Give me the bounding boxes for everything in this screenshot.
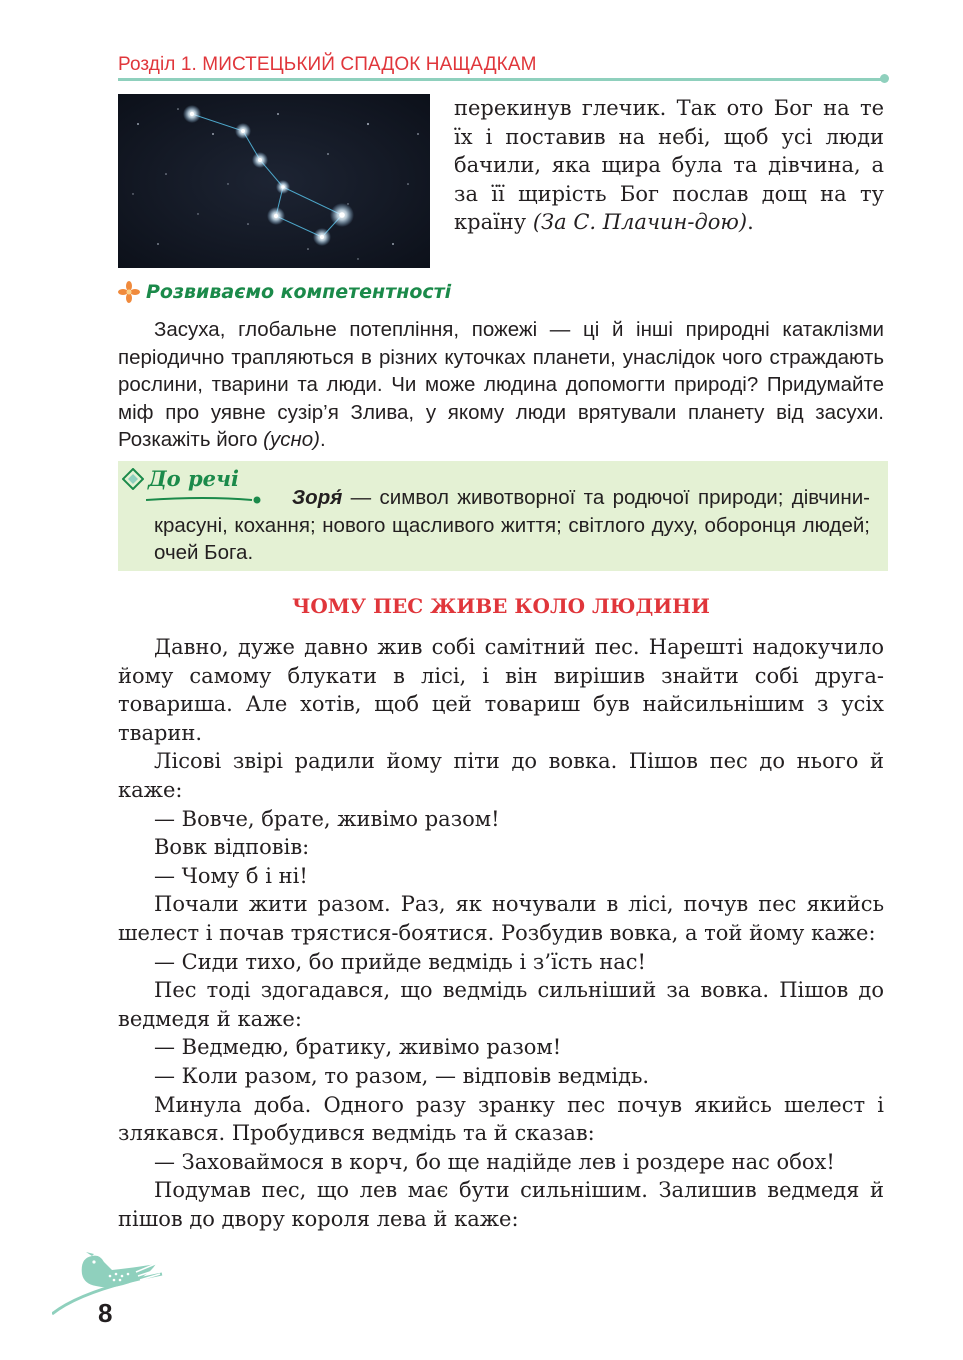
story-paragraph: — Сиди тихо, бо прийде ведмідь і з’їсть нас!	[154, 949, 646, 974]
story-body	[118, 633, 884, 1233]
header-divider	[118, 78, 884, 81]
competence-heading	[118, 281, 451, 303]
fact-paragraph	[118, 484, 870, 567]
story-paragraph: — Чому б і ні!	[154, 863, 308, 888]
competence-note: (усно)	[263, 428, 321, 451]
section-header: Розділ 1. МИСТЕЦЬКИЙ СПАДОК НАЩАДКАМ	[118, 54, 537, 75]
intro-text: перекинув глечик. Так ото Бог на те їх і поставив на небі, щоб усі люди бачили, яка щира була та дівчина, а за її щирість Бог послав дощ на ту країну	[454, 96, 884, 234]
story-paragraph: Лісові звірі радили йому піти до вовка. Пішов пес до нього й каже:	[118, 749, 884, 802]
story-paragraph: — Заховаймося в корч, бо ще надійде лев і роздере нас обох!	[154, 1149, 835, 1174]
story-paragraph: Давно, дуже давно жив собі самітний пес. Нарешті надокучило йому самому блукати в лісі, і він вирішив знайти собі друга-товариша. Але хотів, щоб цей товариш був найсильнішим з усіх тварин.	[118, 635, 884, 745]
flower-icon	[118, 281, 140, 303]
story-title: ЧОМУ ПЕС ЖИВЕ КОЛО ЛЮДИНИ	[292, 594, 710, 618]
fact-term: Зоря́	[292, 486, 343, 509]
fact-definition: — символ животворної та родючої природи; дівчини-красуні, кохання; нового щасливого життя; світлого духу, оборонця людей; очей Бога.	[154, 486, 870, 564]
story-paragraph: Почали жити разом. Раз, як ночували в лісі, почув пес якийсь шелест і почав трястися-боятися. Розбудив вовка, а той йому каже:	[118, 892, 884, 945]
intro-end: .	[747, 210, 754, 234]
competence-title: Розвиваємо компетентності	[146, 281, 452, 303]
story-paragraph: Подумав пес, що лев має бути сильнішим. Залишив ведмедя й пішов до двору короля лева й каже:	[118, 1178, 884, 1231]
header-divider-dot	[880, 74, 889, 83]
intro-paragraph	[454, 94, 884, 237]
competence-end: .	[320, 428, 326, 451]
competence-text: Засуха, глобальне потепління, пожежі — ці й інші природні катаклізми періодично трапляються в різних куточках планети, унаслідок чого страждають рослини, тварини та люди. Чи може людина допомогти природі? Придумайте міф про уявне сузір’я Злива, у якому люди врятували планету від засухи. Розкажіть його	[118, 318, 884, 451]
story-paragraph: Вовк відповів:	[154, 835, 310, 860]
story-paragraph: Пес тоді здогадався, що ведмідь сильніший за вовка. Пішов до ведмедя й каже:	[118, 978, 884, 1031]
intro-citation: (За С. Плачин-дою)	[532, 210, 748, 234]
story-paragraph: — Ведмедю, братику, живімо разом!	[154, 1035, 562, 1060]
page-number: 8	[98, 1298, 113, 1328]
fact-label: До речі	[148, 466, 240, 491]
story-paragraph: Минула доба. Одного разу зранку пес почув якийсь шелест і злякався. Пробудився ведмідь та й сказав:	[118, 1092, 884, 1146]
constellation-image	[118, 94, 430, 268]
competence-paragraph	[118, 316, 884, 454]
story-paragraph: — Вовче, брате, живімо разом!	[154, 806, 500, 831]
story-paragraph: — Коли разом, то разом, — відповів ведмідь.	[154, 1063, 650, 1088]
